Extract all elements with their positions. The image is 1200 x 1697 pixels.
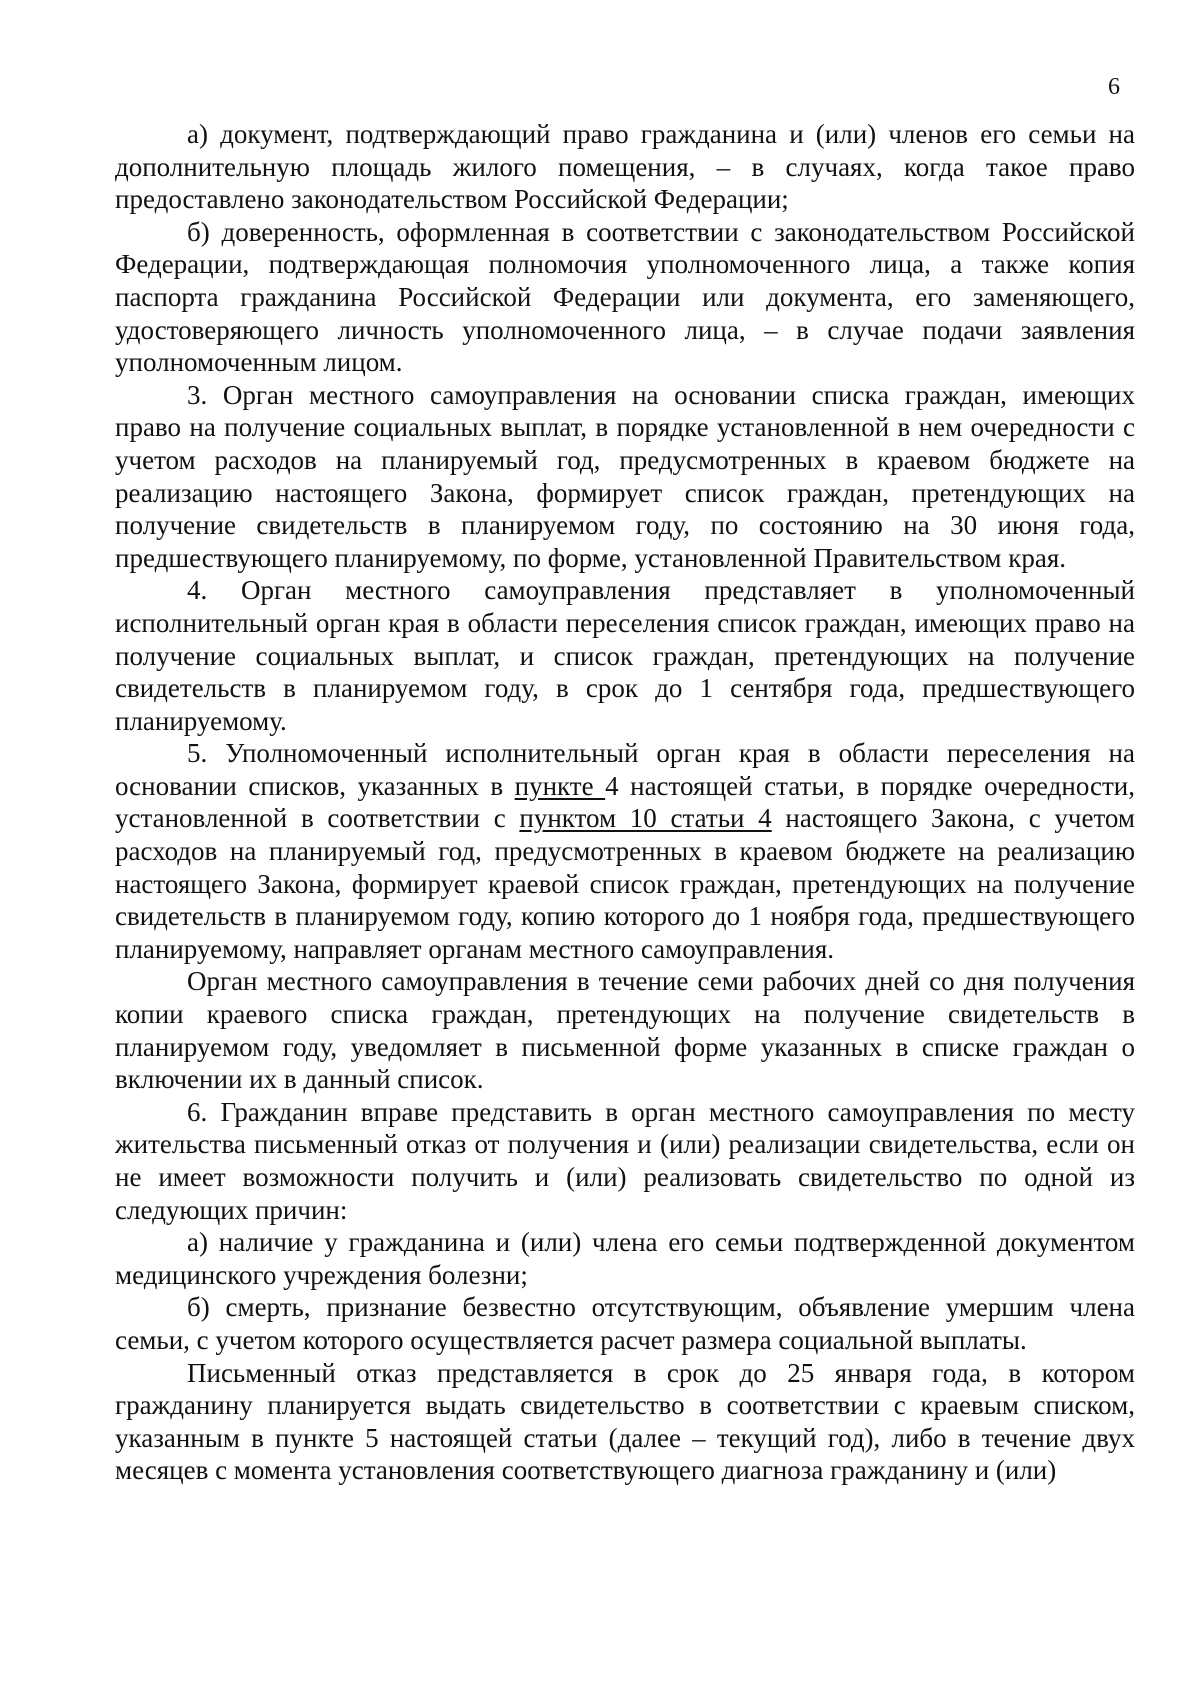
paragraph — [115, 1357, 1135, 1487]
paragraph — [115, 574, 1135, 737]
paragraph-text: 4. Орган местного самоуправления представляет в уполномоченный исполнительный орган края в области переселения список граждан, имеющих право на получение социальных выплат, и список граждан, претендующих на получение свидетельств в планируемом году, в срок до 1 сентября года, предшествующего планируемому. — [115, 575, 1135, 736]
paragraph — [115, 118, 1135, 216]
paragraph — [115, 737, 1135, 965]
paragraph-text: а) документ, подтверждающий право гражданина и (или) членов его семьи на дополнительную площадь жилого помещения, – в случаях, когда такое право предоставлено законодательством Российской Федерации; — [115, 119, 1135, 215]
paragraph — [115, 379, 1135, 575]
paragraph-text: а) наличие у гражданина и (или) члена его семьи подтвержденной документом медицинского учреждения болезни; — [115, 1227, 1135, 1290]
paragraph — [115, 965, 1135, 1095]
reference-link[interactable]: пункте — [514, 770, 606, 801]
paragraph-text: б) смерть, признание безвестно отсутствующим, объявление умершим члена семьи, с учетом которого осуществляется расчет размера социальной выплаты. — [115, 1292, 1135, 1355]
document-body — [115, 118, 1135, 1487]
paragraph-text: 4 настоящей статьи, в порядке очередности, установленной в соответствии с — [115, 770, 1135, 834]
paragraph-text: Письменный отказ представляется в срок до 25 января года, в котором гражданину планируется выдать свидетельство в соответствии с краевым списком, указанным в пункте 5 настоящей статьи (далее – текущий год), либо в течение двух месяцев с момента установления соответствующего диагноза гражданину и (или) — [115, 1357, 1135, 1486]
paragraph-text: настоящего Закона, с учетом расходов на планируемый год, предусмотренных в краевом бюджете на реализацию настоящего Закона, формирует краевой список граждан, претендующих на получение свидетельств в планируемом году, копию которого до 1 ноября года, предшествующего планируемому, направляет органам местного самоуправления. — [115, 803, 1135, 964]
paragraph-text: Орган местного самоуправления в течение семи рабочих дней со дня получения копии краевого списка граждан, претендующих на получение свидетельств в планируемом году, уведомляет в письменной форме указанных в списке граждан о включении их в данный список. — [115, 966, 1135, 1095]
paragraph — [115, 1291, 1135, 1356]
reference-link[interactable]: пунктом 10 статьи 4 — [519, 803, 772, 834]
paragraph — [115, 216, 1135, 379]
paragraph — [115, 1096, 1135, 1226]
paragraph — [115, 1226, 1135, 1291]
paragraph-text: 3. Орган местного самоуправления на основании списка граждан, имеющих право на получение социальных выплат, в порядке установленной в нем очередности с учетом расходов на планируемый год, предусмотренных в краевом бюджете на реализацию настоящего Закона, формирует список граждан, претендующих на получение свидетельств в планируемом году, по состоянию на 30 июня года, предшествующего планируемому, по форме, установленной Правительством края. — [115, 379, 1135, 573]
paragraph-text: 5. Уполномоченный исполнительный орган края в области переселения на основании списков, указанных в — [115, 738, 1135, 801]
page-number: 6 — [1108, 74, 1120, 100]
paragraph-text: 6. Гражданин вправе представить в орган местного самоуправления по месту жительства письменный отказ от получения и (или) реализации свидетельства, если он не имеет возможности получить и (или) реализовать свидетельство по одной из следующих причин: — [115, 1096, 1135, 1225]
paragraph-text: б) доверенность, оформленная в соответствии с законодательством Российской Федерации, подтверждающая полномочия уполномоченного лица, а также копия паспорта гражданина Российской Федерации или документа, его заменяющего, удостоверяющего личность уполномоченного лица, – в случае подачи заявления уполномоченным лицом. — [115, 216, 1135, 378]
